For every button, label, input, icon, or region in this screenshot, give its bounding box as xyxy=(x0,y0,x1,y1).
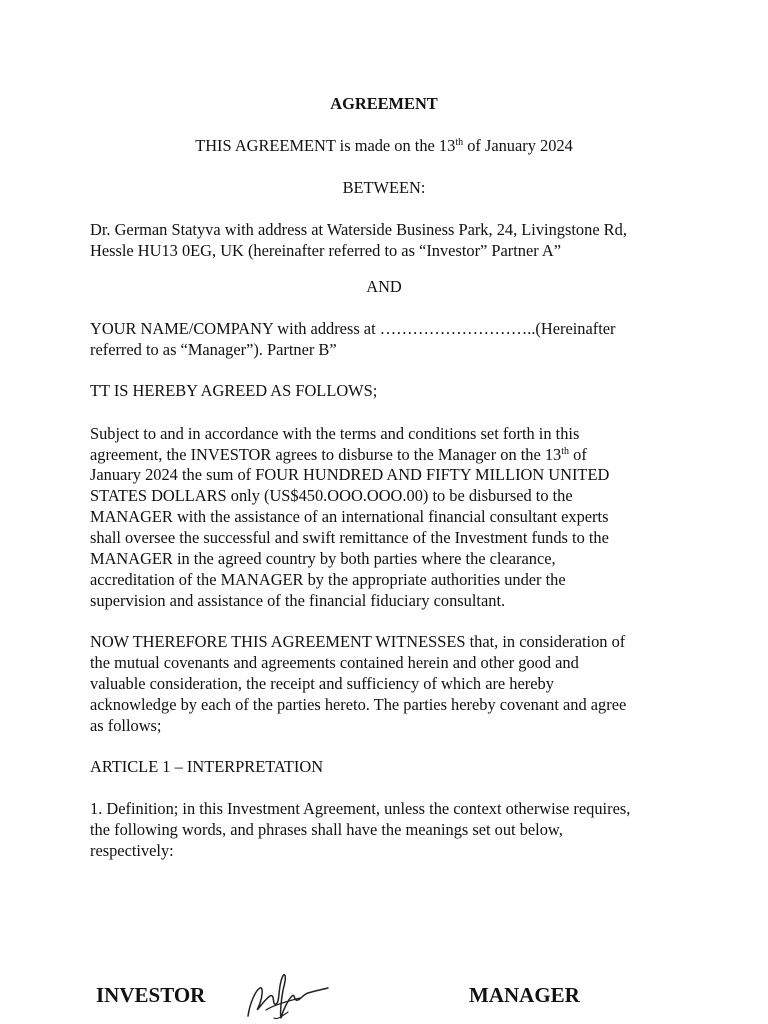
paragraph1-line: MANAGER in the agreed country by both parties where the clearance, xyxy=(90,549,556,568)
manager-label: MANAGER xyxy=(469,983,580,1007)
paragraph2-line: NOW THEREFORE THIS AGREEMENT WITNESSES that, in consideration of xyxy=(90,632,626,651)
party-b-line: referred to as “Manager”). Partner B” xyxy=(90,340,337,359)
paragraph1-line: STATES DOLLARS only (US$450.OOO.OOO.00) to be disbursed to the xyxy=(90,486,573,505)
intro-text: THIS AGREEMENT is made on the 13 xyxy=(195,136,456,155)
paragraph1-superscript: th xyxy=(561,446,570,457)
definition-line: the following words, and phrases shall have the meanings set out below, xyxy=(90,820,563,839)
paragraph1-text-end: of xyxy=(569,445,587,464)
intro-line xyxy=(0,135,768,156)
between-label: BETWEEN: xyxy=(342,178,426,197)
paragraph1-line: supervision and assistance of the financial fiduciary consultant. xyxy=(90,591,506,610)
paragraph1-line: January 2024 the sum of FOUR HUNDRED AND FIFTY MILLION UNITED xyxy=(90,465,610,484)
agreed-heading: TT IS HEREBY AGREED AS FOLLOWS; xyxy=(90,381,378,400)
definition-line: respectively: xyxy=(90,841,174,860)
paragraph1-line xyxy=(90,444,587,465)
intro-superscript: th xyxy=(455,137,464,148)
investor-label: INVESTOR xyxy=(96,983,206,1007)
intro-text-end: of January 2024 xyxy=(463,136,573,155)
document-title: AGREEMENT xyxy=(330,94,438,113)
party-b-line: YOUR NAME/COMPANY with address at ………………………..(Hereinafter xyxy=(90,319,616,338)
paragraph2-line: the mutual covenants and agreements contained herein and other good and xyxy=(90,653,579,672)
signature-icon xyxy=(244,966,334,1024)
party-a-line: Hessle HU13 0EG, UK (hereinafter referred to as “Investor” Partner A” xyxy=(90,241,562,260)
definition-line: 1. Definition; in this Investment Agreement, unless the context otherwise requires, xyxy=(90,799,631,818)
and-label: AND xyxy=(366,277,402,296)
paragraph2-line: valuable consideration, the receipt and sufficiency of which are hereby xyxy=(90,674,554,693)
paragraph1-text: agreement, the INVESTOR agrees to disburse to the Manager on the 13 xyxy=(90,445,562,464)
paragraph1-line: Subject to and in accordance with the terms and conditions set forth in this xyxy=(90,424,580,443)
paragraph1-line: shall oversee the successful and swift remittance of the Investment funds to the xyxy=(90,528,609,547)
paragraph2-line: acknowledge by each of the parties hereto. The parties hereby covenant and agree xyxy=(90,695,627,714)
article-heading: ARTICLE 1 – INTERPRETATION xyxy=(90,757,324,776)
paragraph1-line: MANAGER with the assistance of an international financial consultant experts xyxy=(90,507,609,526)
paragraph2-line: as follows; xyxy=(90,716,162,735)
party-a-line: Dr. German Statyva with address at Waterside Business Park, 24, Livingstone Rd, xyxy=(90,220,627,239)
paragraph1-line: accreditation of the MANAGER by the appropriate authorities under the xyxy=(90,570,566,589)
